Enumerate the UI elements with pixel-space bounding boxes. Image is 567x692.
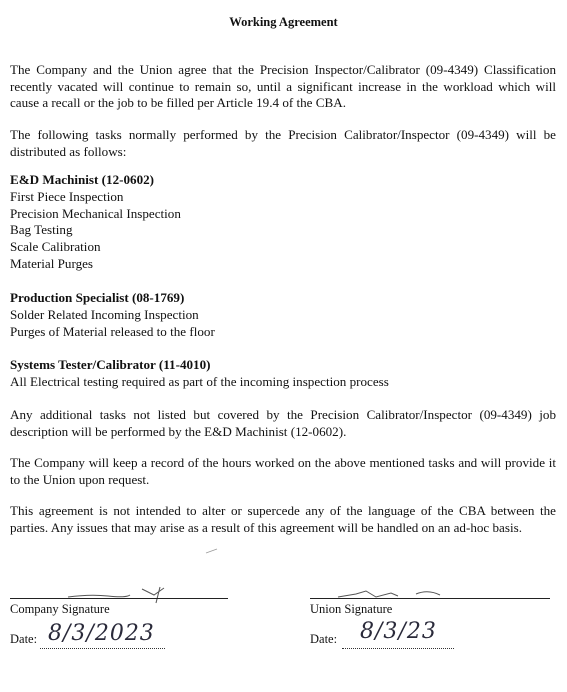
section-heading-production-specialist: Production Specialist (08-1769) xyxy=(10,290,185,305)
task-item: Solder Related Incoming Inspection xyxy=(10,307,199,322)
company-date-value: 8/3/2023 xyxy=(48,621,155,646)
task-list-systems-tester xyxy=(10,374,389,391)
distribution-intro-paragraph: The following tasks normally performed by the Precision Calibrator/Inspector (09-4349) will be distributed as follows: xyxy=(10,127,556,159)
task-item: Precision Mechanical Inspection xyxy=(10,205,181,221)
task-item: All Electrical testing required as part of the incoming inspection process xyxy=(10,374,389,389)
company-date-underline xyxy=(40,648,165,649)
document-title: Working Agreement xyxy=(229,15,338,29)
task-item: Material Purges xyxy=(10,255,94,271)
intro-paragraph: The Company and the Union agree that the Precision Inspector/Calibrator (09-4349) Classification recently vacated will continue to remain so, until a significant increase in the workload which will cause a recall or the job to be filled per Article 19.4 of the CBA. xyxy=(10,62,556,110)
additional-tasks-paragraph: Any additional tasks not listed but covered by the Precision Calibrator/Inspector (09-4349) job description will be performed by the E&D Machinist (12-0602). xyxy=(10,407,556,439)
union-signature-line xyxy=(310,598,550,599)
task-list-production-specialist xyxy=(10,307,215,340)
union-signature-label: Union Signature xyxy=(310,602,393,616)
task-item: Bag Testing xyxy=(10,222,73,238)
task-item: First Piece Inspection xyxy=(10,189,124,204)
section-heading-ed-machinist: E&D Machinist (12-0602) xyxy=(10,172,155,187)
section-heading-systems-tester: Systems Tester/Calibrator (11-4010) xyxy=(10,357,211,372)
task-list-ed-machinist xyxy=(10,189,181,273)
union-date-value: 8/3/23 xyxy=(360,619,437,644)
stray-mark-icon xyxy=(205,548,219,554)
union-date-label: Date: xyxy=(310,632,338,646)
task-item: Purges of Material released to the floor xyxy=(10,323,215,339)
union-date-underline xyxy=(342,648,454,649)
task-item: Scale Calibration xyxy=(10,239,101,255)
record-keeping-paragraph: The Company will keep a record of the hours worked on the above mentioned tasks and will provide it to the Union upon request. xyxy=(10,455,556,487)
company-signature-label: Company Signature xyxy=(10,602,110,616)
closing-paragraph: This agreement is not intended to alter or supercede any of the language of the CBA between the parties. Any issues that may arise as a result of this agreement will be handled on an ad-hoc basis. xyxy=(10,503,556,535)
company-date-label: Date: xyxy=(10,632,38,646)
company-signature-line xyxy=(10,598,228,599)
